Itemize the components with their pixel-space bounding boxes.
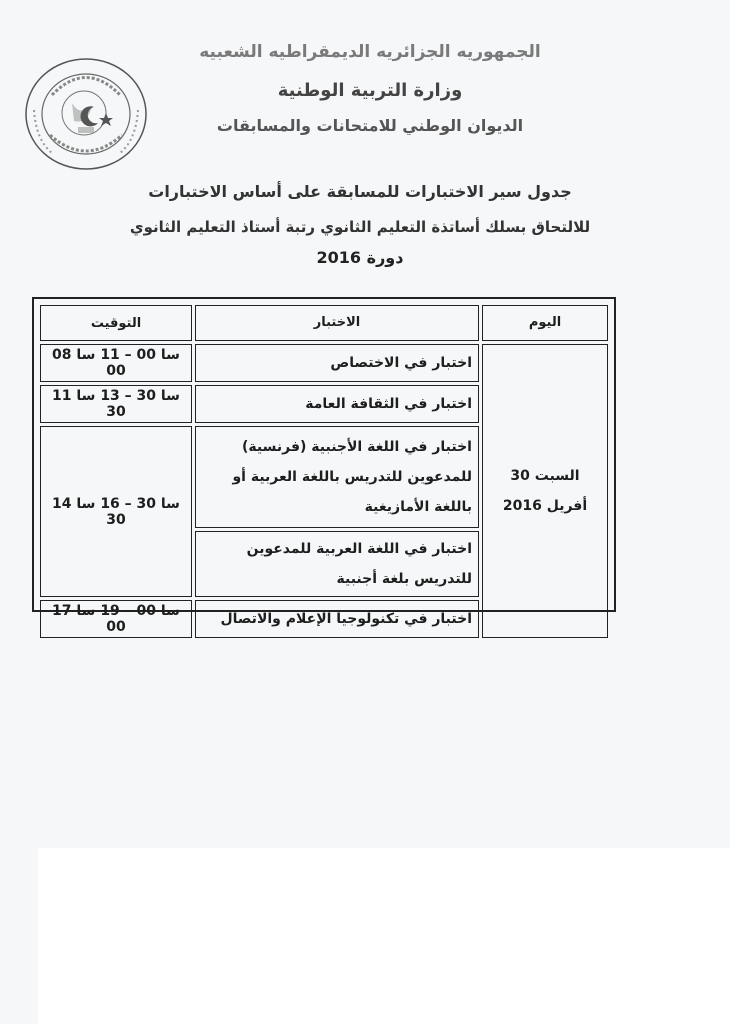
time-cell [40,344,192,382]
ministry-heading: وزارة التربية الوطنية [277,80,463,101]
exam-cell: اختبار في الاختصاص [195,344,479,382]
day-cell: السبت 30 أفريل 2016 [482,344,608,638]
schedule-subtitle: للالتحاق بسلك أساتذة التعليم الثانوي رتبة أستاذ التعليم الثانوي [129,218,591,236]
schedule-title: جدول سير الاختبارات للمسابقة على أساس الاختبارات [148,182,572,201]
republic-heading: الجمهوريه الجزائريه الديمقراطيه الشعبيه [199,42,541,62]
header-exam: الاختبار [195,305,479,341]
header-day: اليوم [482,305,608,341]
schedule-table-frame [32,297,616,635]
session-year: دورة 2016 [316,248,404,267]
scan-edge [0,848,38,1024]
ministry-seal-icon [22,55,150,173]
table-header-row [40,305,608,341]
schedule-table [37,302,611,641]
exam-cell: اختبار في اللغة الأجنبية (فرنسية) للمدعوين للتدريس باللغة العربية أو باللغة الأمازيغية [195,426,479,528]
time-text: 17 سا 00 – 19 سا 00 [52,603,180,635]
exam-cell: اختبار في اللغة العربية للمدعوين للتدريس بلغة أجنبية [195,531,479,597]
time-cell [40,426,192,597]
exam-cell: اختبار في تكنولوجيا الإعلام والاتصال [195,600,479,638]
table-row [40,344,608,382]
time-cell [40,600,192,638]
time-cell [40,385,192,423]
time-text: 08 سا 00 – 11 سا 00 [52,347,180,379]
exam-cell: اختبار في الثقافة العامة [195,385,479,423]
header-time: التوقيت [40,305,192,341]
office-heading: الديوان الوطني للامتحانات والمسابقات [216,116,524,135]
time-text: 11 سا 30 – 13 سا 30 [52,388,180,420]
time-text: 14 سا 30 – 16 سا 30 [52,495,180,528]
